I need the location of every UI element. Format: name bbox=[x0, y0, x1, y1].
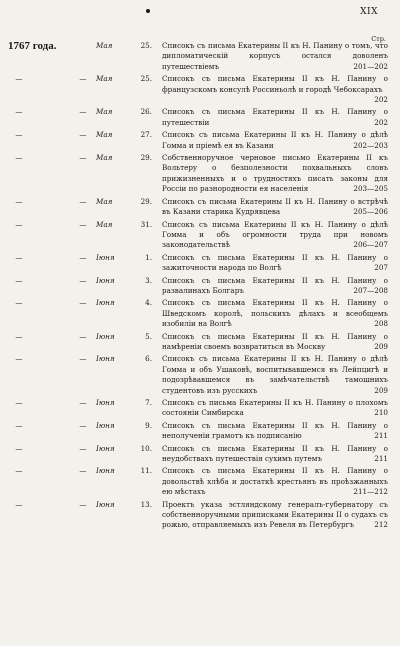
entry-text: Списокъ съ письма Екатерины II къ Н. Панину о дѣлѣ Гомма и пріемѣ ея въ Казани bbox=[162, 130, 388, 150]
year-column bbox=[8, 74, 94, 105]
entry-description bbox=[162, 107, 388, 128]
ditto-dash: — bbox=[15, 499, 23, 509]
ditto-dash: — bbox=[15, 466, 23, 476]
separator bbox=[154, 466, 160, 497]
entry-description bbox=[162, 220, 388, 251]
date-column bbox=[96, 130, 152, 151]
entry-pages: 201—202 bbox=[353, 61, 388, 71]
ditto-dash: — bbox=[79, 499, 87, 509]
date-column bbox=[96, 253, 152, 274]
ditto-dash: — bbox=[79, 466, 87, 476]
toc-entry bbox=[8, 444, 388, 465]
entry-pages: 207—208 bbox=[353, 285, 388, 295]
ditto-dash: — bbox=[79, 130, 87, 140]
separator bbox=[154, 220, 160, 251]
ditto-dash: — bbox=[79, 107, 87, 117]
entry-day: 3. bbox=[145, 275, 152, 285]
ditto-dash: — bbox=[79, 219, 87, 229]
date-column bbox=[96, 444, 152, 465]
date-column bbox=[96, 107, 152, 128]
separator bbox=[154, 74, 160, 105]
ditto-dash: — bbox=[15, 298, 23, 308]
ditto-dash: — bbox=[79, 443, 87, 453]
entry-pages: 208 bbox=[374, 319, 388, 329]
separator bbox=[154, 354, 160, 396]
ditto-dash: — bbox=[15, 331, 23, 341]
date-column bbox=[96, 421, 152, 442]
entry-text: Списокъ съ письма Екатерины II къ Н. Панину о Шведскомъ королѣ, польскихъ дѣлахъ и всеобщемъ изобиліи на Волгѣ bbox=[162, 298, 388, 329]
entry-description bbox=[162, 332, 388, 353]
date-column bbox=[96, 398, 152, 419]
toc-entry bbox=[8, 332, 388, 353]
entry-month: Мая bbox=[96, 153, 113, 163]
entry-day: 29. bbox=[140, 196, 152, 206]
ditto-dash: — bbox=[79, 252, 87, 262]
entry-text: Списокъ съ письма Екатерины II къ Н. Панину о неудобствахъ путешествія сухимъ путемъ bbox=[162, 443, 388, 464]
entry-day: 13. bbox=[140, 499, 152, 509]
ditto-dash: — bbox=[15, 130, 23, 140]
toc-entry bbox=[8, 74, 388, 105]
year-label: 1767 года. bbox=[8, 40, 57, 52]
ditto-dash: — bbox=[15, 153, 23, 163]
entry-month: Іюня bbox=[96, 252, 115, 262]
entry-text: Списокъ съ письма Екатерины II къ Н. Панину о путешествіи bbox=[162, 107, 388, 127]
pages-column-label: Стр. bbox=[371, 35, 386, 43]
entry-day: 6. bbox=[145, 354, 152, 364]
date-column bbox=[96, 298, 152, 329]
separator bbox=[154, 500, 160, 531]
separator bbox=[154, 398, 160, 419]
separator bbox=[154, 153, 160, 195]
separator bbox=[154, 197, 160, 218]
year-column bbox=[8, 153, 94, 195]
toc-entry bbox=[8, 153, 388, 195]
year-column bbox=[8, 332, 94, 353]
ditto-dash: — bbox=[15, 219, 23, 229]
entry-description bbox=[162, 466, 388, 497]
entry-day: 7. bbox=[145, 398, 152, 407]
entry-month: Іюня bbox=[96, 466, 115, 476]
entry-pages: 210 bbox=[374, 408, 388, 418]
entry-text: Списокъ съ письма Екатерины II къ Н. Панину о намѣреніи своемъ возвратиться въ Москву bbox=[162, 331, 388, 351]
ditto-dash: — bbox=[79, 275, 87, 285]
toc-entry bbox=[8, 298, 388, 329]
year-column bbox=[8, 444, 94, 465]
entry-description bbox=[162, 354, 388, 396]
entry-text: Списокъ съ письма Екатерины II къ Н. Панину о дѣлѣ Гомма и объ огромности труда при новомъ законодательствѣ bbox=[162, 219, 388, 250]
year-column bbox=[8, 130, 94, 151]
entry-description bbox=[162, 74, 388, 105]
ditto-dash: — bbox=[79, 420, 87, 430]
ditto-dash: — bbox=[15, 443, 23, 453]
date-column bbox=[96, 500, 152, 531]
entry-month: Іюня bbox=[96, 331, 115, 341]
entry-text: Списокъ съ письма Екатерины II къ Н. Панину о плохомъ состояніи Симбирска bbox=[162, 398, 388, 418]
year-column bbox=[8, 276, 94, 297]
entry-month: Мая bbox=[96, 130, 113, 140]
entry-day: 29. bbox=[140, 153, 152, 163]
entry-month: Іюня bbox=[96, 499, 115, 509]
entry-day: 31. bbox=[140, 219, 152, 229]
ditto-dash: — bbox=[15, 354, 23, 364]
entry-month: Мая bbox=[96, 107, 113, 117]
entry-text: Списокъ съ письма Екатерины II къ Н. Панину о неполученіи грамотъ къ подписанію bbox=[162, 420, 388, 441]
year-column bbox=[8, 107, 94, 128]
year-column bbox=[8, 500, 94, 531]
entry-description bbox=[162, 41, 388, 72]
entry-description bbox=[162, 421, 388, 442]
year-column bbox=[8, 197, 94, 218]
entry-pages: 202—203 bbox=[353, 140, 388, 150]
ditto-dash: — bbox=[15, 196, 23, 206]
year-column bbox=[8, 466, 94, 497]
entry-month: Іюня bbox=[96, 398, 115, 407]
separator bbox=[154, 130, 160, 151]
date-column bbox=[96, 74, 152, 105]
date-column bbox=[96, 466, 152, 497]
toc-entry bbox=[8, 220, 388, 251]
year-column bbox=[8, 220, 94, 251]
entry-pages: 202 bbox=[374, 95, 388, 105]
entry-pages: 212 bbox=[374, 520, 388, 530]
entry-pages: 211—212 bbox=[353, 487, 388, 497]
year-column bbox=[8, 41, 94, 72]
ditto-dash: — bbox=[79, 196, 87, 206]
entry-month: Іюня bbox=[96, 298, 115, 308]
ditto-dash: — bbox=[15, 420, 23, 430]
separator bbox=[154, 253, 160, 274]
entry-text: Проектъ указа эстляндскому генералъ-губернатору съ собственноручными приписками Екатерины II о судахъ съ рожью, отправляемыхъ изъ Ревеля въ Петербургъ bbox=[162, 499, 388, 530]
page-number: XIX bbox=[360, 7, 378, 17]
entry-day: 9. bbox=[145, 420, 152, 430]
entry-text: Списокъ съ письма Екатерины II къ Н. Панину о развалинахъ Болгаръ bbox=[162, 275, 388, 295]
entry-text: Списокъ съ письма Екатерины II къ Н. Панину о томъ, что дипломатическій корпусъ остался доволенъ путешествіемъ bbox=[162, 41, 388, 71]
entry-month: Іюня bbox=[96, 420, 115, 430]
separator bbox=[154, 332, 160, 353]
toc-entry bbox=[8, 354, 388, 396]
entry-day: 5. bbox=[145, 331, 152, 341]
entry-description bbox=[162, 130, 388, 151]
ditto-dash: — bbox=[79, 354, 87, 364]
entry-text: Списокъ съ письма Екатерины II къ Н. Панину о встрѣчѣ въ Казани старика Кудрявцева bbox=[162, 196, 388, 217]
entry-pages: 205—206 bbox=[353, 207, 388, 217]
entry-text: Списокъ съ письма Екатерины II къ Н. Панину о довольствѣ хлѣба и достаткѣ крестьянъ въ проѣзжанныхъ ею мѣстахъ bbox=[162, 466, 388, 497]
ditto-dash: — bbox=[79, 74, 87, 84]
entry-day: 1. bbox=[145, 252, 152, 262]
entry-day: 25. bbox=[140, 41, 152, 50]
ditto-dash: — bbox=[15, 74, 23, 84]
entry-description bbox=[162, 276, 388, 297]
entry-month: Мая bbox=[96, 219, 113, 229]
toc-entry bbox=[8, 253, 388, 274]
year-column bbox=[8, 398, 94, 419]
entry-list bbox=[8, 41, 388, 533]
entry-month: Мая bbox=[96, 41, 113, 50]
separator bbox=[154, 41, 160, 72]
entry-day: 11. bbox=[140, 466, 152, 476]
toc-entry bbox=[8, 107, 388, 128]
ditto-dash: — bbox=[79, 398, 87, 407]
entry-day: 25. bbox=[140, 74, 152, 84]
year-column bbox=[8, 354, 94, 396]
date-column bbox=[96, 41, 152, 72]
toc-entry bbox=[8, 197, 388, 218]
toc-entry bbox=[8, 130, 388, 151]
separator bbox=[154, 444, 160, 465]
separator bbox=[154, 276, 160, 297]
separator bbox=[154, 107, 160, 128]
entry-text: Собственноручное черновое письмо Екатерины II къ Вольтеру о безполезности похвальныхъ словъ прижизненныхъ и о трудностяхъ писать законы для Россіи по разнородности ея населенія bbox=[162, 153, 388, 194]
entry-day: 26. bbox=[140, 107, 152, 117]
date-column bbox=[96, 332, 152, 353]
year-column bbox=[8, 421, 94, 442]
entry-text: Списокъ съ письма Екатерины II къ Н. Панину о французскомъ консулѣ Россиньолѣ и городѣ Чебоксарахъ bbox=[162, 74, 388, 94]
entry-text: Списокъ съ письма Екатерины II къ Н. Панину о дѣлѣ Гомма и объ Ушаковѣ, воспитывавшемся въ Лейпцигѣ и подозрѣвавшемся въ замѣчательствѣ тамошнихъ студентовъ изъ русскихъ bbox=[162, 354, 388, 395]
toc-entry bbox=[8, 276, 388, 297]
entry-description bbox=[162, 500, 388, 531]
entry-day: 10. bbox=[140, 443, 152, 453]
separator bbox=[154, 421, 160, 442]
ditto-dash: — bbox=[15, 398, 23, 407]
toc-entry bbox=[8, 500, 388, 531]
entry-description bbox=[162, 398, 388, 419]
separator bbox=[154, 298, 160, 329]
entry-description bbox=[162, 153, 388, 195]
entry-pages: 209 bbox=[374, 385, 388, 395]
entry-pages: 203—205 bbox=[353, 184, 388, 194]
date-column bbox=[96, 197, 152, 218]
ditto-dash: — bbox=[15, 107, 23, 117]
date-column bbox=[96, 220, 152, 251]
date-column bbox=[96, 354, 152, 396]
entry-day: 4. bbox=[145, 298, 152, 308]
entry-description bbox=[162, 444, 388, 465]
entry-pages: 207 bbox=[374, 263, 388, 273]
entry-pages: 209 bbox=[374, 341, 388, 351]
toc-entry bbox=[8, 41, 388, 72]
toc-entry bbox=[8, 466, 388, 497]
entry-month: Іюня bbox=[96, 443, 115, 453]
toc-entry bbox=[8, 398, 388, 419]
date-column bbox=[96, 276, 152, 297]
entry-month: Іюня bbox=[96, 275, 115, 285]
entry-description bbox=[162, 253, 388, 274]
toc-entry bbox=[8, 421, 388, 442]
entry-pages: 211 bbox=[374, 431, 388, 441]
ditto-dash: — bbox=[15, 252, 23, 262]
entry-pages: 211 bbox=[374, 454, 388, 464]
year-column bbox=[8, 253, 94, 274]
entry-month: Іюня bbox=[96, 354, 115, 364]
entry-description bbox=[162, 298, 388, 329]
year-column bbox=[8, 298, 94, 329]
entry-description bbox=[162, 197, 388, 218]
date-column bbox=[96, 153, 152, 195]
ditto-dash: — bbox=[79, 331, 87, 341]
ditto-dash: — bbox=[79, 298, 87, 308]
ink-dot bbox=[146, 9, 150, 13]
entry-month: Мая bbox=[96, 74, 113, 84]
entry-month: Мая bbox=[96, 196, 113, 206]
entry-text: Списокъ съ письма Екатерины II къ Н. Панину о зажиточности народа по Волгѣ bbox=[162, 252, 388, 273]
entry-pages: 206—207 bbox=[353, 240, 388, 250]
entry-day: 27. bbox=[140, 130, 152, 140]
ditto-dash: — bbox=[15, 275, 23, 285]
ditto-dash: — bbox=[79, 153, 87, 163]
entry-pages: 202 bbox=[374, 117, 388, 127]
